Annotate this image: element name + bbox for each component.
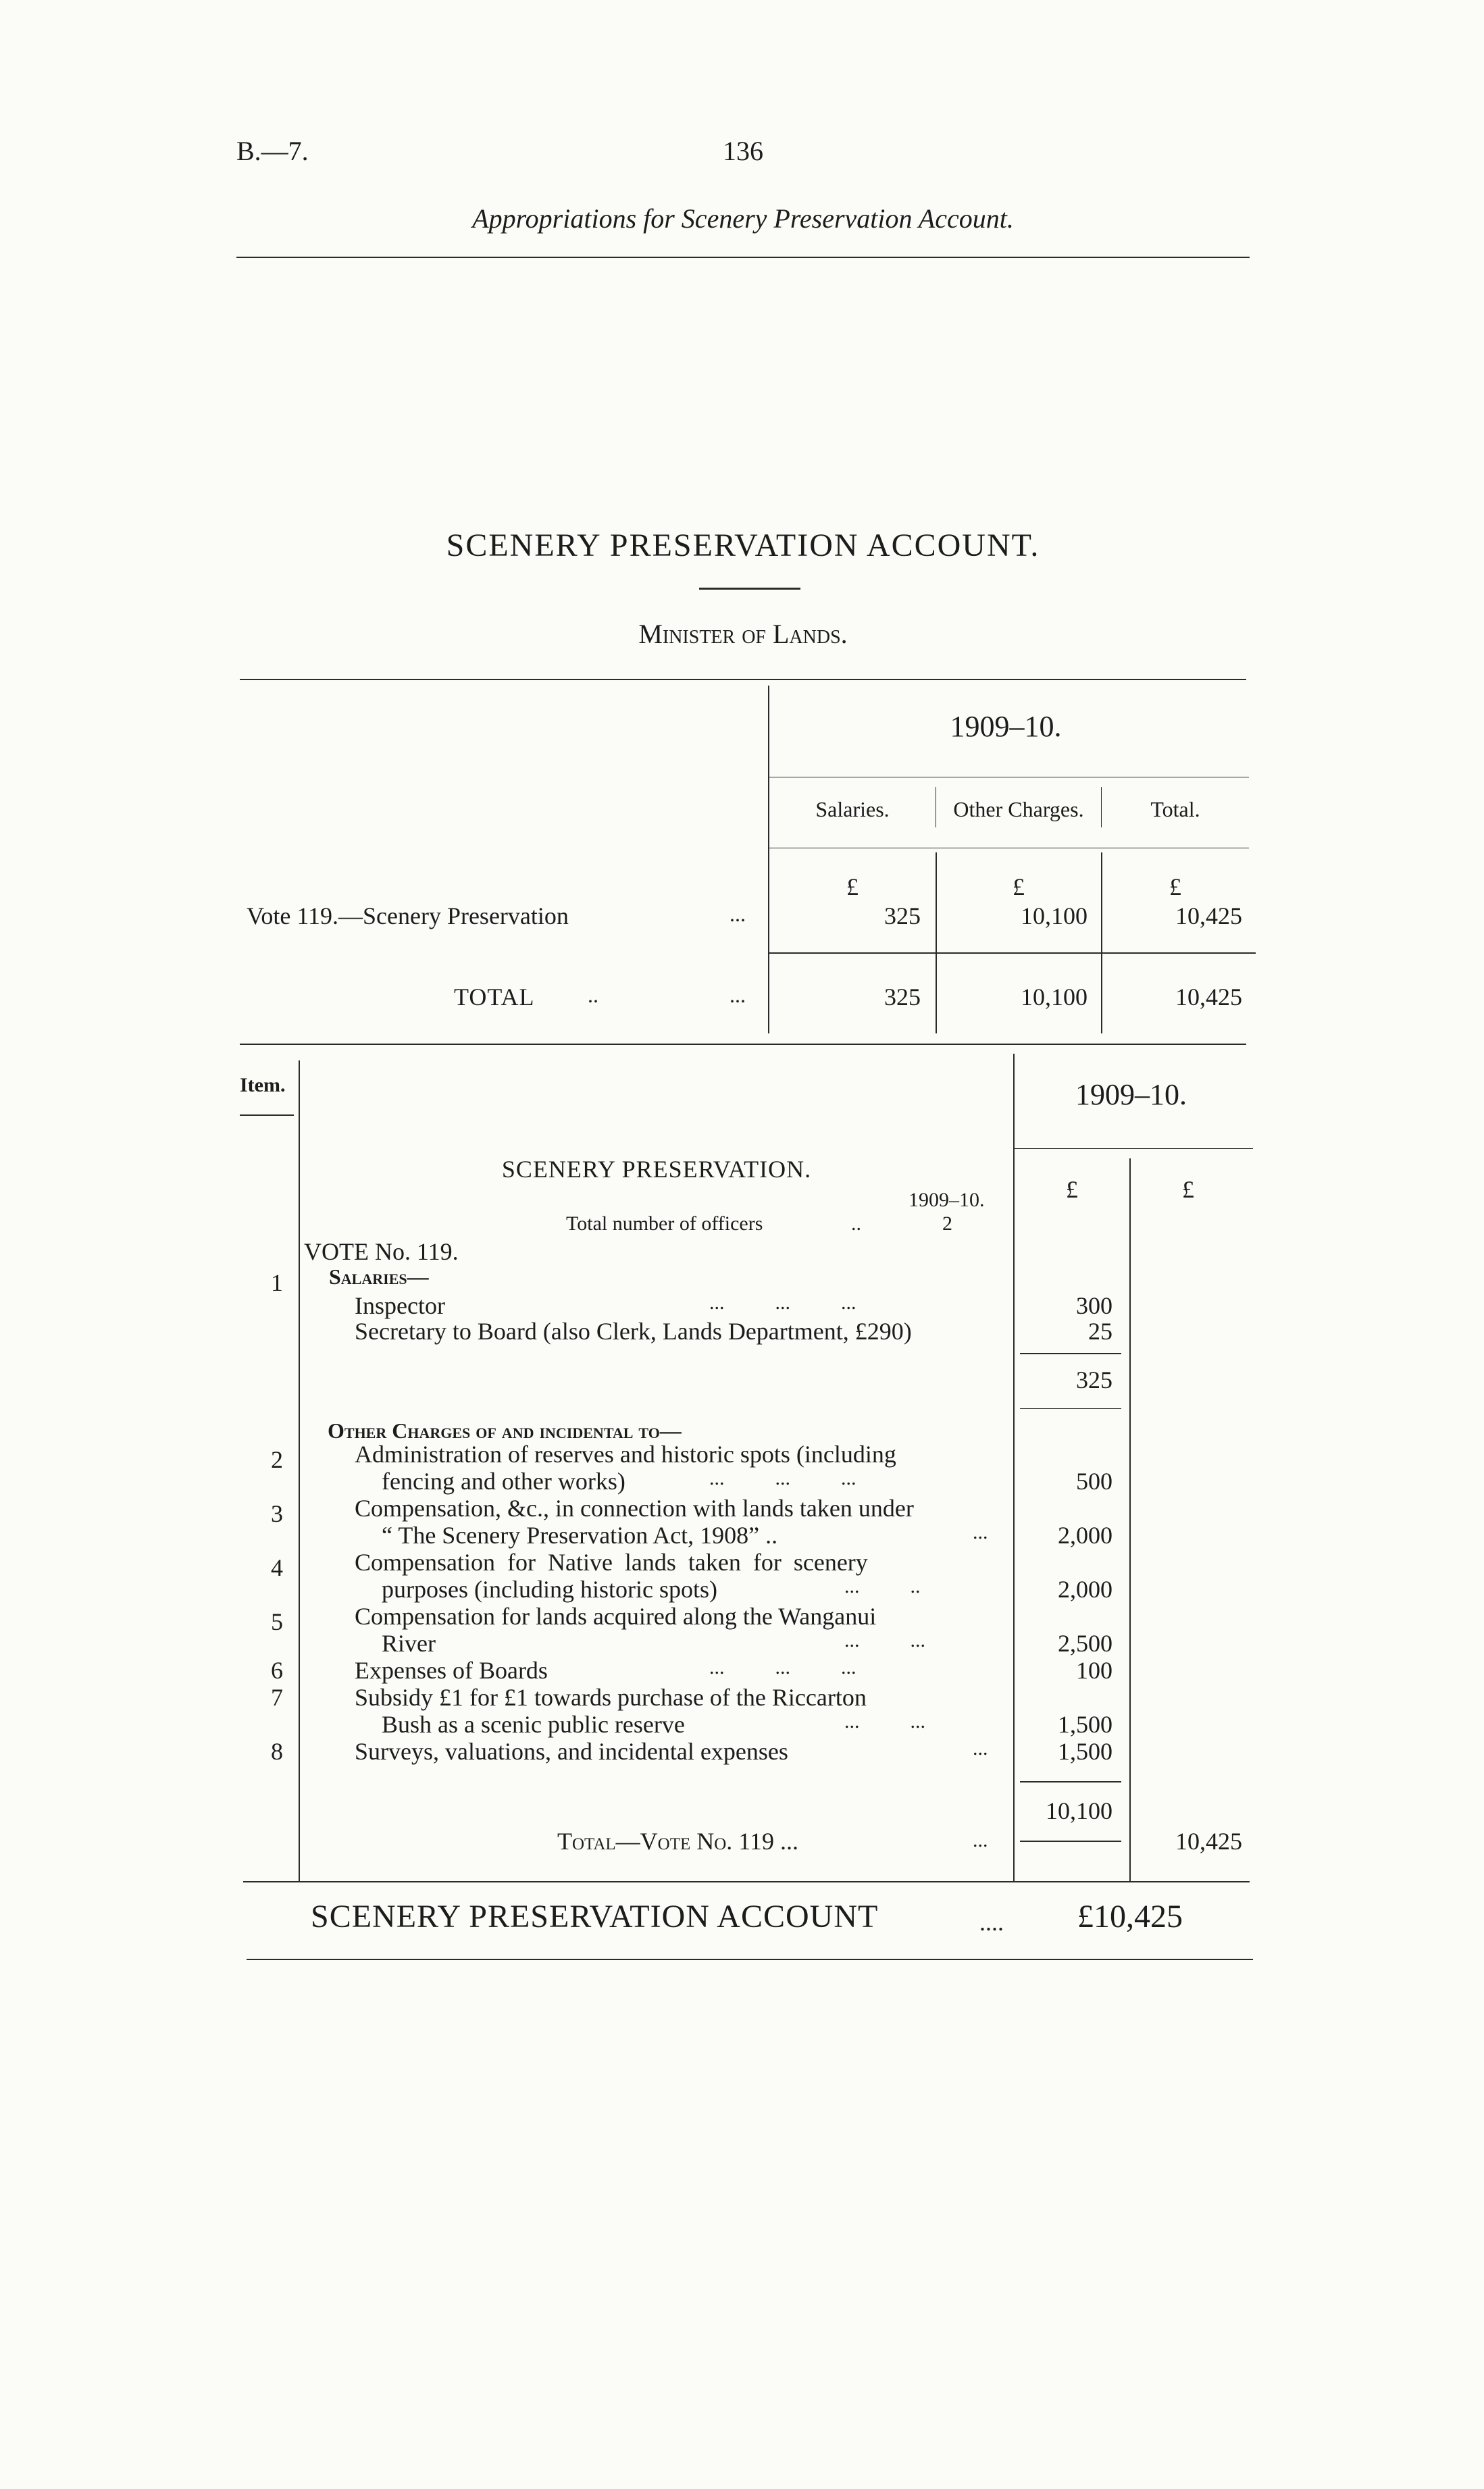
detail-currency-2: £ xyxy=(1182,1176,1194,1203)
total-other-charges: 10,100 xyxy=(1021,983,1088,1010)
other-currency: £ xyxy=(1013,873,1025,900)
vote-salaries: 325 xyxy=(884,902,921,929)
item-number-7: 7 xyxy=(271,1684,283,1711)
salary-inspector-label: Inspector xyxy=(355,1292,445,1319)
salary-inspector-dots: ... ... ... xyxy=(709,1291,856,1314)
vote-total: 10,425 xyxy=(1175,902,1242,929)
item-8-line-1: Surveys, valuations, and incidental expenses xyxy=(355,1738,788,1765)
item-number-2: 2 xyxy=(271,1446,283,1473)
item-8-amount: 1,500 xyxy=(1058,1738,1112,1765)
item-6-dots: ... ... ... xyxy=(709,1656,856,1678)
account-title: SCENERY PRESERVATION ACCOUNT. xyxy=(446,528,1040,563)
summary-year: 1909–10. xyxy=(950,710,1062,743)
item-number-6: 6 xyxy=(271,1657,283,1684)
detail-year-rule xyxy=(1015,1148,1253,1149)
section-title: SCENERY PRESERVATION. xyxy=(501,1156,812,1183)
col-salaries: Salaries. xyxy=(815,797,890,821)
detail-currency-1: £ xyxy=(1066,1176,1078,1203)
salaries-currency: £ xyxy=(846,873,859,900)
subtotal-column-divider xyxy=(1129,1158,1131,1881)
vote-number: VOTE No. 119. xyxy=(304,1238,459,1265)
item-number-1: 1 xyxy=(271,1269,283,1296)
item-7-amount: 1,500 xyxy=(1058,1711,1112,1738)
item-8-dots: ... xyxy=(973,1737,988,1760)
footer-dots: .... xyxy=(979,1909,1004,1936)
salary-inspector-amount: 300 xyxy=(1076,1292,1112,1319)
footer-rule xyxy=(247,1959,1253,1960)
vote-total-label: Total—Vote No. 119 ... xyxy=(557,1828,798,1855)
salaries-total-rule xyxy=(1020,1408,1121,1409)
officers-dots: .. xyxy=(851,1212,861,1235)
vote-119-label: Vote 119.—Scenery Preservation xyxy=(247,902,569,929)
officers-year: 1909–10. xyxy=(909,1189,985,1211)
footer-amount: £10,425 xyxy=(1077,1899,1183,1934)
item-4-amount: 2,000 xyxy=(1058,1576,1112,1603)
page-number: 136 xyxy=(723,136,763,166)
item-number-8: 8 xyxy=(271,1738,283,1765)
vote-total-dots: ... xyxy=(973,1829,988,1851)
salaries-rule xyxy=(1020,1353,1121,1354)
total-total: 10,425 xyxy=(1175,983,1242,1010)
vote-total-amount: 10,425 xyxy=(1175,1828,1242,1855)
document-reference: B.—7. xyxy=(236,136,309,166)
total-dots: .. xyxy=(588,983,598,1007)
col-total: Total. xyxy=(1150,797,1200,821)
page-subtitle: Appropriations for Scenery Preservation Account. xyxy=(472,203,1014,234)
col-other-charges: Other Charges. xyxy=(953,797,1084,821)
item-5-line-2: River xyxy=(382,1630,436,1657)
item-7-dots: ... ... xyxy=(844,1710,925,1733)
item-4-line-2: purposes (including historic spots) xyxy=(382,1576,717,1603)
officers-label: Total number of officers xyxy=(566,1212,763,1235)
item-3-amount: 2,000 xyxy=(1058,1522,1112,1549)
salaries-heading: Salaries— xyxy=(329,1264,429,1289)
detail-bottom-rule xyxy=(243,1881,1250,1882)
item-7-line-2: Bush as a scenic public reserve xyxy=(382,1711,685,1738)
item-number-5: 5 xyxy=(271,1608,283,1635)
item-2-line-2: fencing and other works) xyxy=(382,1468,625,1495)
minister-heading: Minister of Lands. xyxy=(638,619,848,649)
summary-top-rule xyxy=(240,679,1246,680)
officers-count: 2 xyxy=(942,1212,952,1235)
detail-year: 1909–10. xyxy=(1075,1078,1187,1111)
item-6-amount: 100 xyxy=(1076,1657,1112,1684)
total-dots-2: ... xyxy=(730,983,746,1007)
vote-dots: ... xyxy=(730,902,746,926)
item-5-line-1: Compensation for lands acquired along the Wanganui xyxy=(355,1603,877,1630)
total-rule xyxy=(769,952,1256,954)
other-charges-total: 10,100 xyxy=(1046,1797,1112,1824)
total-currency: £ xyxy=(1169,873,1181,900)
salary-secretary-amount: 25 xyxy=(1088,1318,1112,1345)
item-header-rule xyxy=(240,1114,294,1116)
item-2-amount: 500 xyxy=(1076,1468,1112,1495)
total-salaries: 325 xyxy=(884,983,921,1010)
footer-label: SCENERY PRESERVATION ACCOUNT xyxy=(311,1899,879,1934)
item-column-divider xyxy=(299,1060,300,1881)
item-7-line-1: Subsidy £1 for £1 towards purchase of the Riccarton xyxy=(355,1684,867,1711)
item-4-dots: ... .. xyxy=(844,1575,921,1597)
item-3-dots: ... xyxy=(973,1521,988,1543)
item-5-dots: ... ... xyxy=(844,1629,925,1651)
item-number-3: 3 xyxy=(271,1500,283,1527)
item-3-line-1: Compensation, &c., in connection with lands taken under xyxy=(355,1495,914,1522)
item-header: Item. xyxy=(240,1074,286,1096)
item-number-4: 4 xyxy=(271,1554,283,1581)
item-2-line-1: Administration of reserves and historic spots (including xyxy=(355,1441,896,1468)
header-rule xyxy=(236,257,1250,258)
item-4-line-1: Compensation for Native lands taken for scenery xyxy=(355,1549,868,1576)
salary-secretary-label: Secretary to Board (also Clerk, Lands Department, £290) xyxy=(355,1318,912,1345)
title-rule xyxy=(699,588,800,590)
salaries-total: 325 xyxy=(1076,1366,1112,1393)
other-charges-rule xyxy=(1020,1781,1121,1782)
item-3-line-2: “ The Scenery Preservation Act, 1908” .. xyxy=(382,1522,778,1549)
item-6-line-1: Expenses of Boards xyxy=(355,1657,548,1684)
other-charges-total-rule xyxy=(1020,1841,1121,1842)
summary-total-label: TOTAL xyxy=(454,983,535,1010)
other-charges-heading: Other Charges of and incidental to— xyxy=(328,1418,682,1443)
item-2-dots: ... ... ... xyxy=(709,1467,856,1489)
vote-other-charges: 10,100 xyxy=(1021,902,1088,929)
detail-top-rule xyxy=(240,1044,1246,1045)
item-5-amount: 2,500 xyxy=(1058,1630,1112,1657)
